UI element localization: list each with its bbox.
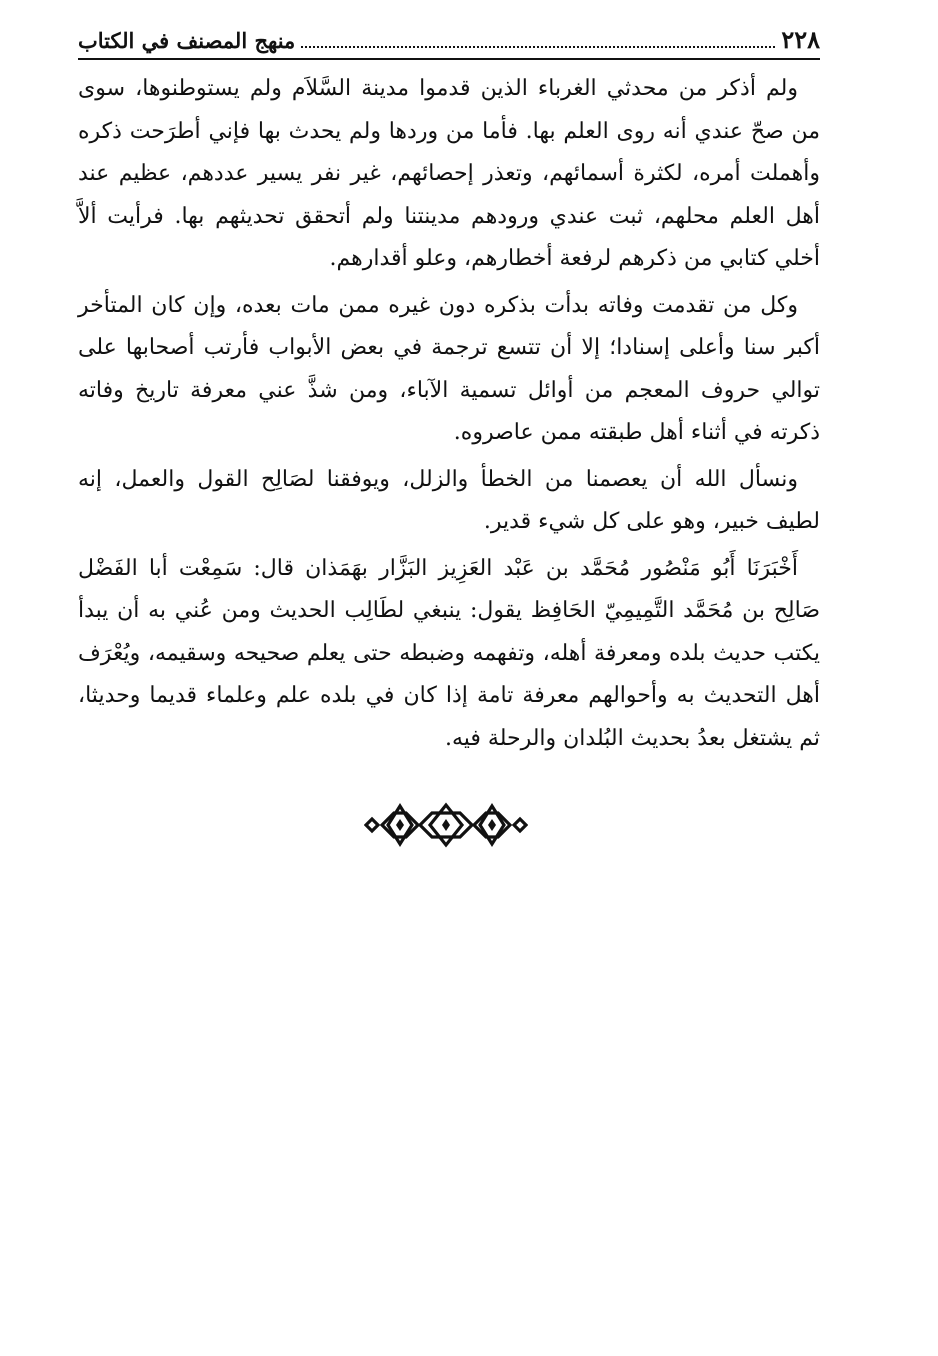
paragraph: وكل من تقدمت وفاته بدأت بذكره دون غيره ممن مات بعده، وإن كان المتأخر أكبر سنا وأعلى إسنادا؛ إلا أن تتسع ترجمة في بعض الأبواب فأرتب أصحابها على توالي حروف المعجم من أوائل تسمية الآباء، ومن شذَّ عني معرفة تاريخ وفاته ذكرته في أثناء أهل طبقته ممن عاصروه. xyxy=(78,292,820,445)
paragraph: ونسأل الله أن يعصمنا من الخطأ والزلل، ويوفقنا لصَالِح القول والعمل، إنه لطيف خبير، وهو على كل شيء قدير. xyxy=(78,466,820,534)
paragraph: ولم أذكر من محدثي الغرباء الذين قدموا مدينة السَّلاَم ولم يستوطنوها، سوى من صحّ عندي أنه روى العلم بها. فأما من وردها ولم يحدث بها فإني أطرَحت ذكره وأهملت أمره، لكثرة أسمائهم، وتعذر إحصائهم، غير نفر يسير عددهم، عظيم عند أهل العلم محلهم، ثبت عندي ورودهم مدينتنا ولم أتحقق تحديثهم بها. فرأيت ألاَّ أخلي كتابي من ذكرهم لرفعة أخطارهم، وعلو أقدارهم. xyxy=(78,76,820,271)
page-number: ٢٢٨ xyxy=(781,25,820,54)
header-dot-leader xyxy=(301,28,775,48)
paragraph: أَخْبَرَنَا أَبُو مَنْصُور مُحَمَّد بن عَبْد العَزِيز البَزَّار بهَمَذان قال: سَمِعْت أبا الفَضْل صَالِح بن مُحَمَّد التَّمِيمِيّ الحَافِظ يقول: ينبغي لطَالِب الحديث ومن عُني به أن يبدأ يكتب حديث بلده ومعرفة أهله، وتفهمه وضبطه حتى يعلم صحيحه وسقيمه، ويُعْرَف أهل التحديث به وأحوالهم معرفة تامة إذا كان في بلده علم وعلماء قديما وحديثا، ثم يشتغل بعدُ بحديث البُلدان والرحلة فيه. xyxy=(78,555,820,751)
running-title: منهج المصنف في الكتاب xyxy=(78,28,296,53)
body-text xyxy=(78,68,820,760)
arabesque-knot-ornament-icon xyxy=(364,800,528,850)
book-page xyxy=(78,22,820,764)
running-header xyxy=(78,22,820,60)
